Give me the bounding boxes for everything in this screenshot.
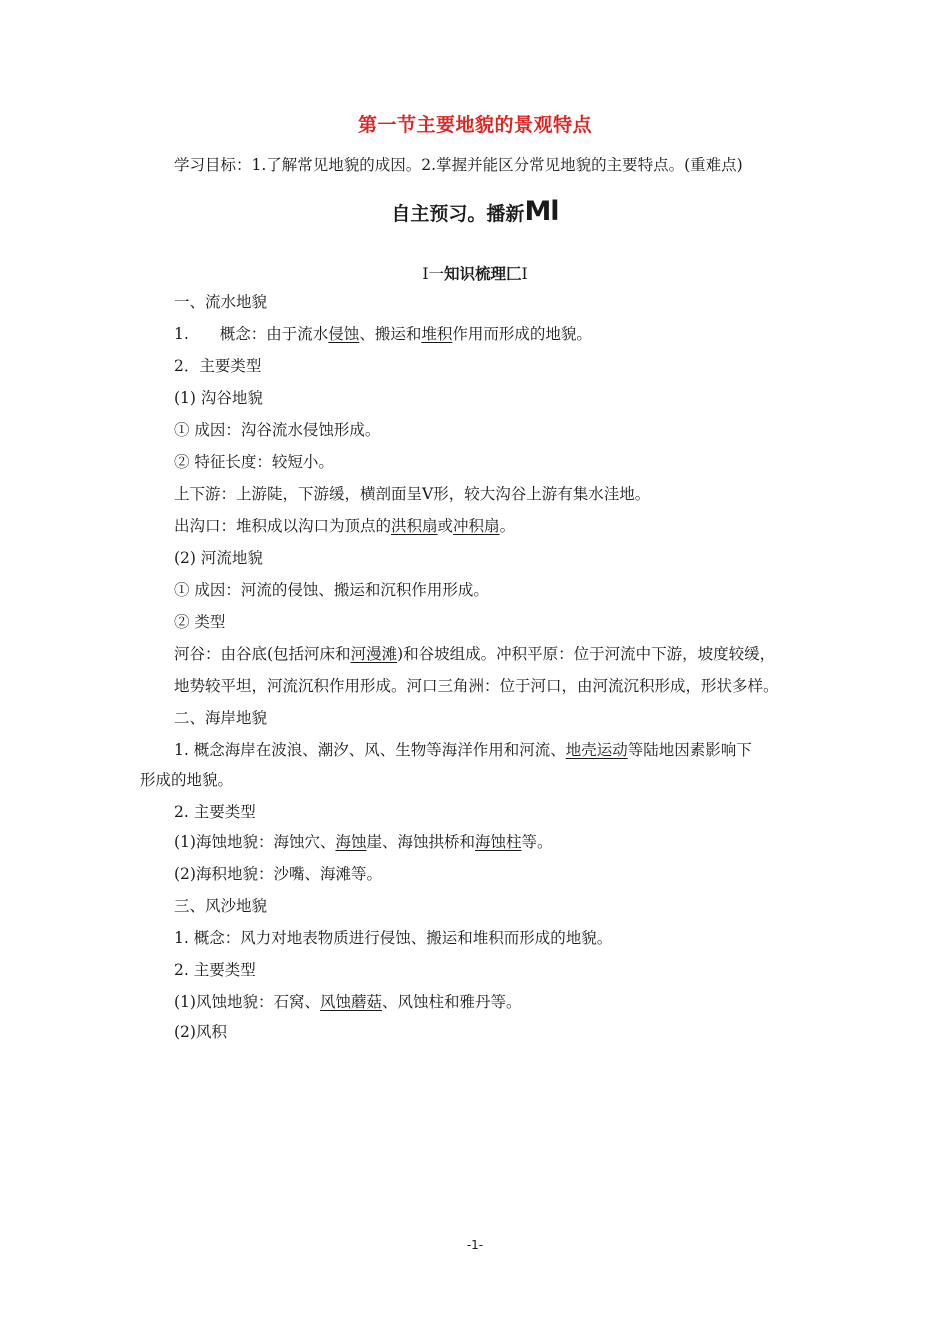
underlined-term: 堆积 — [421, 325, 453, 343]
subsection-heading — [0, 262, 950, 284]
line-marine-deposition: (2)海积地貌：沙嘴、海滩等。 — [174, 865, 382, 883]
line-river-types: ② 类型 — [174, 613, 226, 631]
line-coastal-concept-cont: 形成的地貌。 — [140, 771, 234, 789]
line-main-types: 2．主要类型 — [174, 357, 262, 375]
text: (1)海蚀地貌：海蚀穴、 — [174, 833, 336, 851]
line-gully-mouth — [174, 514, 515, 536]
heading-aeolian: 三、风沙地貌 — [174, 897, 268, 915]
subhead-bold: 知识梳理匚 — [443, 265, 522, 283]
banner-big: Ml — [524, 196, 559, 227]
text: 或 — [437, 517, 454, 535]
banner-text: 自主预习。播新 — [391, 203, 525, 225]
line-valley — [174, 642, 775, 664]
text: 、搬运和 — [359, 325, 422, 343]
line-wind-deposition: (2)风积 — [174, 1023, 227, 1041]
subhead-right: I — [521, 265, 528, 283]
line-concept-fluvial — [174, 322, 592, 344]
line-gully-landform: (1) 沟谷地貌 — [174, 389, 263, 407]
line-coastal-concept — [174, 738, 752, 760]
line-river-landform: (2) 河流地貌 — [174, 549, 263, 567]
line-gully-cause: ① 成因：沟谷流水侵蚀形成。 — [174, 421, 381, 439]
line-aeolian-concept: 1. 概念：风力对地表物质进行侵蚀、搬运和堆积而形成的地貌。 — [174, 929, 613, 947]
line-aeolian-types: 2. 主要类型 — [174, 961, 256, 979]
text: 等。 — [521, 833, 553, 851]
line-marine-erosion — [174, 830, 553, 852]
underlined-term: 风蚀蘑菇 — [319, 993, 382, 1011]
text: 1. 概念海岸在波浪、潮汐、风、生物等海洋作用和河流、 — [174, 741, 566, 759]
line-up-down-stream: 上下游：上游陡，下游缓，横剖面呈V形，较大沟谷上游有集水洼地。 — [174, 485, 651, 503]
text: 。 — [499, 517, 516, 535]
line-coastal-types: 2. 主要类型 — [174, 803, 256, 821]
learning-goal: 学习目标：1.了解常见地貌的成因。2.掌握并能区分常见地貌的主要特点。(重难点) — [174, 156, 743, 174]
text: )和谷坡组成。冲积平原：位于河流中下游，坡度较缓， — [397, 645, 776, 663]
heading-fluvial: 一、流水地貌 — [174, 293, 268, 311]
line-river-cause: ① 成因：河流的侵蚀、搬运和沉积作用形成。 — [174, 581, 489, 599]
underlined-term: 河漫滩 — [350, 645, 398, 663]
heading-coastal: 二、海岸地貌 — [174, 709, 268, 727]
line-plain-delta: 地势较平坦，河流沉积作用形成。河口三角洲：位于河口，由河流沉积形成，形状多样。 — [174, 677, 779, 695]
line-gully-feature: ② 特征长度：较短小。 — [174, 453, 334, 471]
subhead-left: I一 — [422, 265, 444, 283]
underlined-term: 侵蚀 — [328, 325, 360, 343]
text: 等陆地因素影响下 — [627, 741, 752, 759]
line-wind-erosion — [174, 990, 522, 1012]
text: 作用而形成的地貌。 — [452, 325, 592, 343]
text: 1. 概念：由于流水 — [174, 325, 329, 343]
underlined-term: 地壳运动 — [565, 741, 628, 759]
section-banner — [0, 196, 950, 227]
underlined-term: 冲积扇 — [453, 517, 500, 535]
underlined-term: 洪积扇 — [391, 517, 438, 535]
text: 出沟口：堆积成以沟口为顶点的 — [174, 517, 392, 535]
text: 河谷：由谷底(包括河床和 — [174, 645, 351, 663]
underlined-term: 海蚀 — [335, 833, 367, 851]
text: (1)风蚀地貌：石窝、 — [174, 993, 320, 1011]
page-number: -1- — [466, 1238, 484, 1252]
underlined-term: 海蚀柱 — [475, 833, 522, 851]
page-title: 第一节主要地貌的景观特点 — [357, 114, 592, 136]
text: 、风蚀柱和雅丹等。 — [381, 993, 522, 1011]
text: 崖、海蚀拱桥和 — [366, 833, 475, 851]
